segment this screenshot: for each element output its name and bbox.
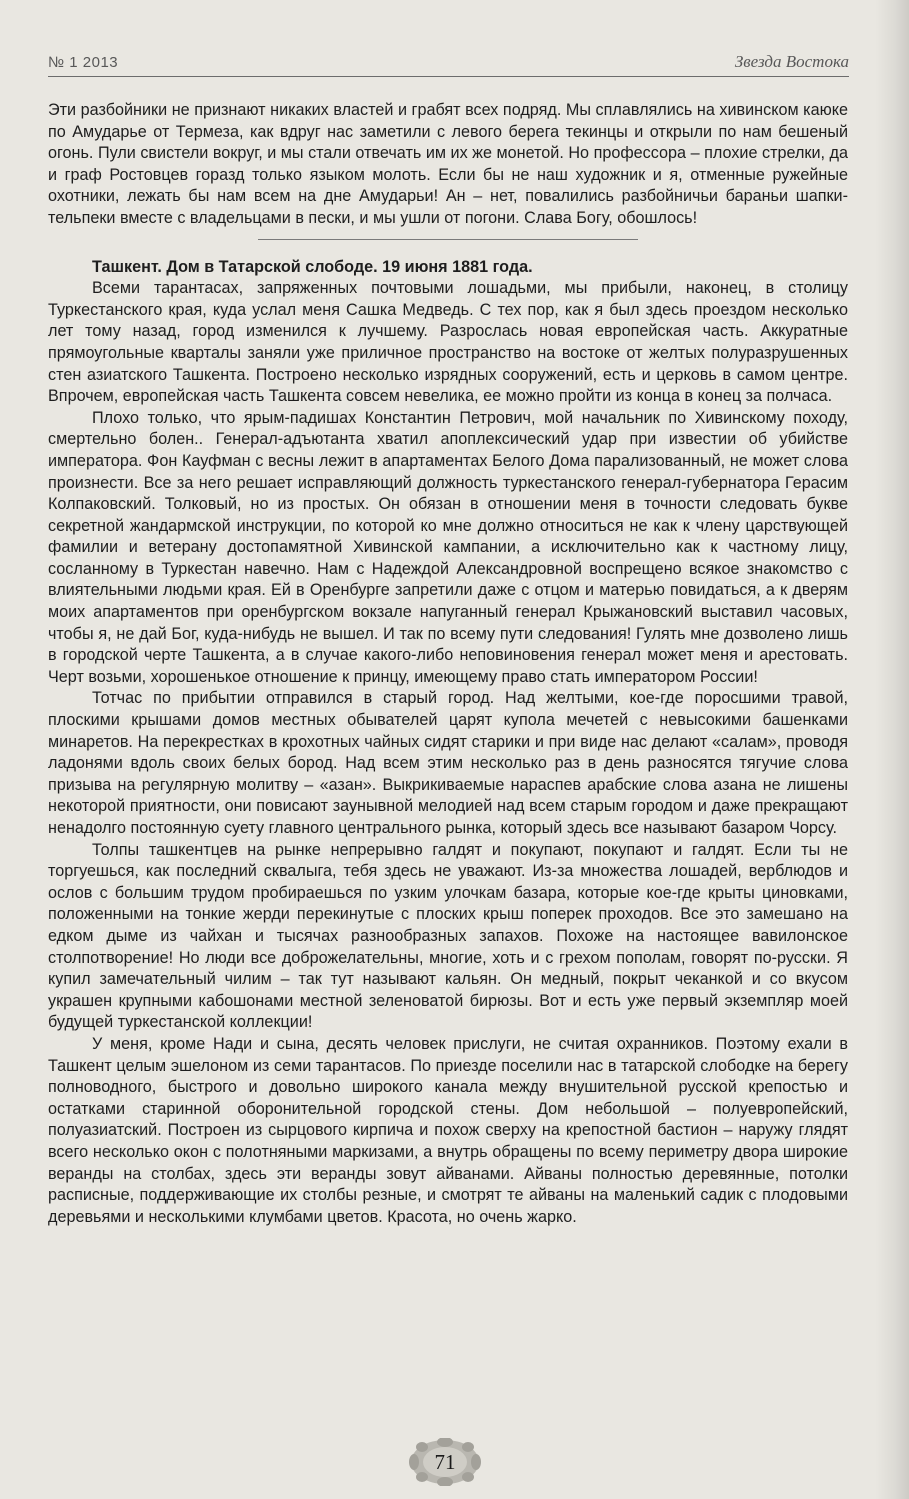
article-body (48, 100, 848, 1228)
paragraph: Толпы ташкентцев на рынке непрерывно галдят и покупают, покупают и галдят. Если ты не торгуешься, как последний сквалыга, тебя здесь не уважают. Из-за множества лошадей, верблюдов и ослов с большим трудом пробираешься по узким улочкам базара, которые кое-где крыты циновками, положенными на тонкие жерди перекинутые с плоских крыш поперек проходов. Все это замешано на едком дыме из чайхан и тысячах разнообразных запахов. Похоже на настоящее вавилонское столпотворение! Но люди все доброжелательны, многие, хоть и с грехом пополам, говорят по-русски. Я купил замечательный чилим – так тут называют кальян. Он медный, покрыт чеканкой и со вкусом украшен крупными кабошонами местной зеленоватой бирюзы. Вот и есть уже первый экземпляр моей будущей туркестанской коллекции! (48, 840, 848, 1032)
page-number-badge (409, 1438, 481, 1486)
issue-number: № 1 2013 (48, 54, 119, 71)
intro-paragraph: Эти разбойники не признают никаких властей и грабят всех подряд. Мы сплавлялись на хивинском каюке по Амударье от Термеза, как вдруг нас заметили с левого берега текинцы и открыли по нам бешеный огонь. Пули свистели вокруг, и мы стали отвечать им их же монетой. Но профессора – плохие стрелки, да и граф Ростовцев горазд только языком молоть. Если бы не наш художник и я, отменные ружейные охотники, лежать бы нам всем на дне Амударьи! Ан – нет, повалились разбойничьи бараньи шапки-тельпеки вместе с владельцами в пески, и мы ушли от погони. Слава Богу, обошлось! (48, 101, 848, 227)
running-head (48, 46, 849, 77)
section-divider (258, 239, 638, 240)
paragraph: У меня, кроме Нади и сына, десять человек прислуги, не считая охранников. Поэтому ехали в Ташкент целым эшелоном из семи тарантасов. По приезде поселили нас в татарской слободке на берегу полноводного, быстрого и довольно широкого канала между внушительной русской крепостью и остатками старинной оборонительной городской стены. Дом небольшой – полуевропейский, полуазиатский. Построен из сырцового кирпича и похож сверху на крепостной бастион – наружу глядят всего несколько окон с полотняными маркизами, а внутрь обращены по всему периметру двора широкие веранды на столбах, здесь эти веранды зовут айванами. Айваны полностью деревянные, потолки расписные, поддерживающие их столбы резные, и смотрят те айваны на маленький садик с плодовыми деревьями и несколькими клумбами цветов. Красота, но очень жарко. (48, 1034, 848, 1226)
section-heading: Ташкент. Дом в Татарской слободе. 19 июня 1881 года. (92, 257, 533, 276)
paragraph: Плохо только, что ярым-падишах Константин Петрович, мой начальник по Хивинскому походу, смертельно болен.. Генерал-адъютанта хватил апоплексический удар при известии об убийстве императора. Фон Кауфман с весны лежит в апартаментах Белого Дома парализованный, не может слова произнести. Все за него решает исправляющий должность туркестанского генерал-губернатора Герасим Колпаковский. Толковый, но из простых. Он обязан в отношении меня в точности следовать букве секретной жандармской инструкции, по которой ко мне должно относиться не как к члену царствующей фамилии и ветерану достопамятной Хивинской кампании, а исключительно как к частному лицу, сосланному в Туркестан навечно. Нам с Надеждой Александровной воспрещено всякое знакомство с влиятельными людьми края. Ей в Оренбурге запретили даже с отцом и матерью повидаться, а к дверям моих апартаментов при оренбургском вокзале напуганный генерал Крыжановский выставил часовых, чтобы я, не дай Бог, куда-нибудь не вышел. И так по всему пути следования! Гулять мне дозволено лишь в городской черте Ташкента, а в случае какого-либо неповиновения генерал может меня и арестовать. Черт возьми, хорошенькое отношение к принцу, имеющему право стать императором России! (48, 408, 848, 686)
journal-title: Звезда Востока (734, 52, 849, 71)
page-edge-shadow (875, 0, 909, 1499)
paragraph: Всеми тарантасах, запряженных почтовыми лошадьми, мы прибыли, наконец, в столицу Туркестанского края, куда услал меня Сашка Медведь. С тех пор, как я был здесь проездом несколько лет тому назад, город изменился к лучшему. Разрослась новая европейская часть. Аккуратные прямоугольные кварталы заняли уже приличное пространство на востоке от желтых полуразрушенных стен азиатского Ташкента. Построено несколько изрядных сооружений, есть и церковь в самом центре. Впрочем, европейская часть Ташкента совсем невелика, ее можно пройти из конца в конец за полчаса. (48, 279, 848, 406)
page-number: 71 (434, 1449, 456, 1474)
paragraph: Тотчас по прибытии отправился в старый город. Над желтыми, кое-где поросшими травой, плоскими крышами домов местных обывателей царят купола мечетей с невысокими башенками минаретов. На перекрестках в крохотных чайных сидят старики и при виде нас делают «салам», проводя ладонями вдоль своих белых бород. Над всем этим несколько раз в день разносятся тягучие слова призыва на регулярную молитву – «азан». Выкрикиваемые нараспев арабские слова азана не лишены некоторой приятности, они повисают заунывной мелодией над всем старым городом и даже прекращают ненадолго постоянную суету главного центрального рынка, который здесь все называют базаром Чорсу. (48, 689, 848, 837)
